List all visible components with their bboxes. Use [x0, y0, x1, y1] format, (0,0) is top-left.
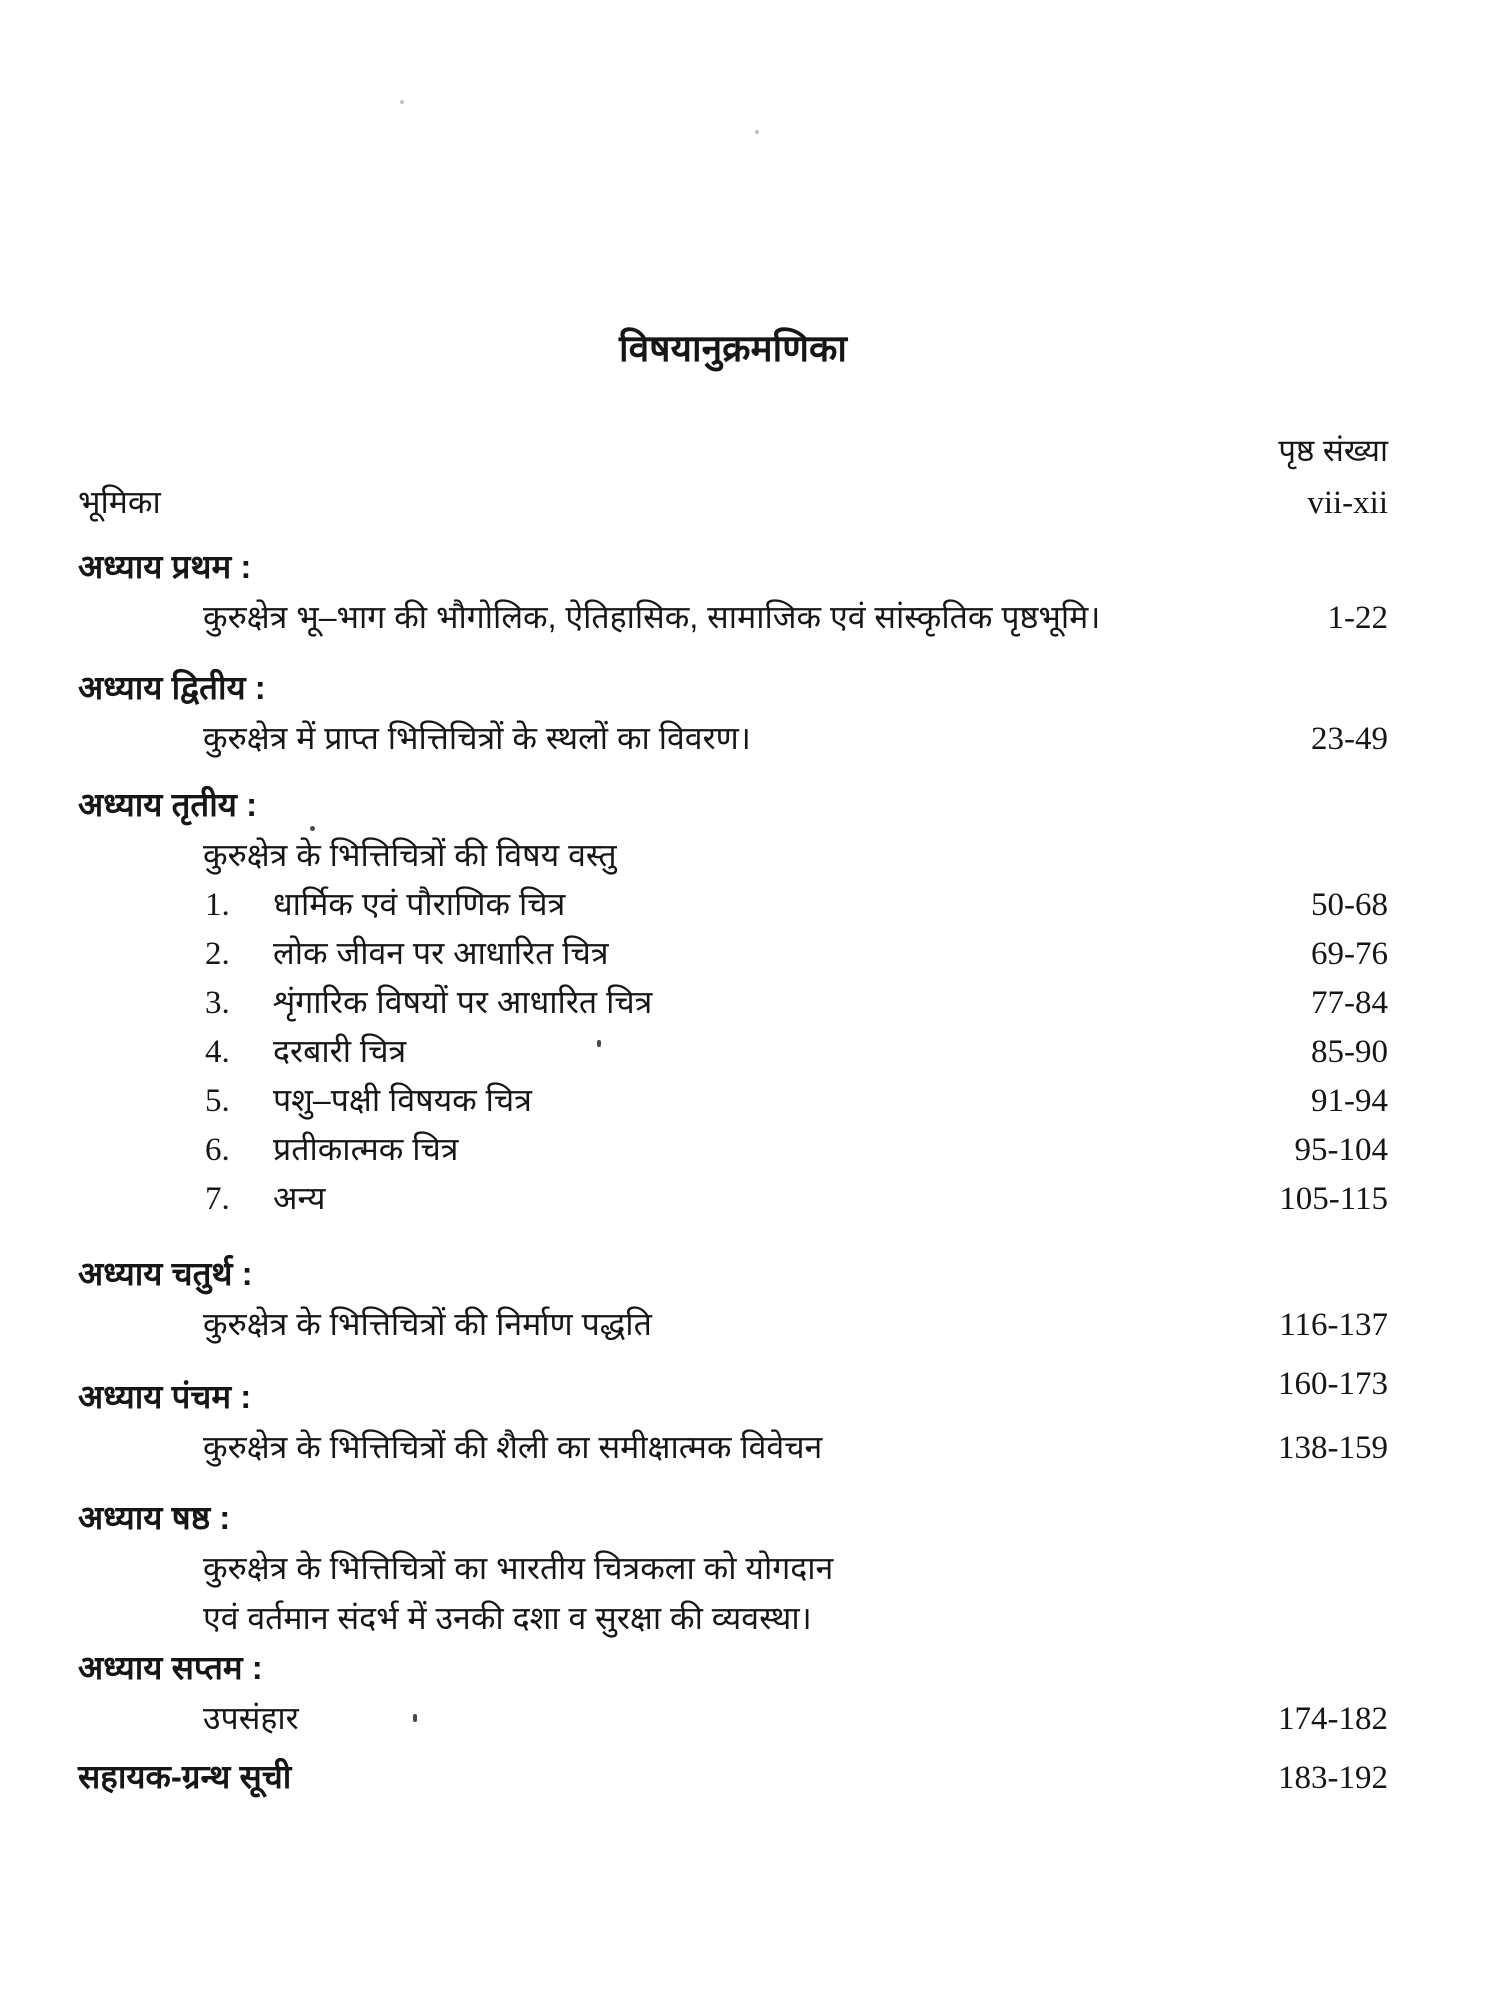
chapter-7-heading: अध्याय सप्तम :	[78, 1649, 263, 1686]
chapter-6-heading: अध्याय षष्ठ :	[78, 1499, 231, 1536]
chapter-5-pages: 138-159	[1278, 1430, 1388, 1466]
chapter-section-7	[78, 1643, 1388, 1744]
list-item-pages: 69-76	[1311, 936, 1388, 972]
chapter-section-3	[78, 780, 1388, 1223]
chapter-7-description: उपसंहार	[203, 1700, 299, 1736]
list-item-number: 4.	[205, 1034, 230, 1070]
list-item	[78, 1027, 1388, 1076]
list-item-pages: 91-94	[1311, 1083, 1388, 1119]
list-item-label: शृंगारिक विषयों पर आधारित चित्र	[273, 984, 653, 1020]
bibliography-label: सहायक-ग्रन्थ सूची	[78, 1758, 292, 1795]
toc-content	[78, 429, 1388, 1803]
chapter-4-description-row	[78, 1299, 1388, 1350]
chapter-5-heading-row	[78, 1366, 1388, 1422]
list-item-number: 6.	[205, 1132, 230, 1168]
list-item-pages: 50-68	[1311, 887, 1388, 923]
chapter-section-1	[78, 542, 1388, 643]
chapter-5-description-row	[78, 1422, 1388, 1473]
list-item-pages: 85-90	[1311, 1034, 1388, 1070]
chapter-3-heading: अध्याय तृतीय :	[78, 786, 258, 823]
chapter-1-heading: अध्याय प्रथम :	[78, 548, 252, 585]
chapter-5-heading: अध्याय पंचम :	[78, 1378, 252, 1415]
chapter-4-description: कुरुक्षेत्र के भित्तिचित्रों की निर्माण पद्धति	[203, 1306, 652, 1342]
chapter-7-description-row	[78, 1693, 1388, 1744]
list-item-label: प्रतीकात्मक चित्र	[273, 1131, 459, 1167]
chapter-section-2	[78, 663, 1388, 764]
chapter-1-description: कुरुक्षेत्र भू–भाग की भौगोलिक, ऐतिहासिक, सामाजिक एवं सांस्कृतिक पृष्ठभूमि।	[203, 599, 1101, 635]
list-item-label: धार्मिक एवं पौराणिक चित्र	[273, 886, 566, 922]
chapter-1-description-row	[78, 592, 1388, 643]
chapter-6-description-line-1: कुरुक्षेत्र के भित्तिचित्रों का भारतीय चित्रकला को योगदान	[203, 1550, 834, 1586]
chapter-4-heading: अध्याय चतुर्थ :	[78, 1255, 253, 1292]
list-item-number: 3.	[205, 985, 230, 1021]
list-item-number: 7.	[205, 1181, 230, 1217]
scan-speck	[597, 1040, 601, 1047]
chapter-1-pages: 1-22	[1327, 600, 1388, 636]
chapter-2-pages: 23-49	[1311, 721, 1388, 757]
scan-speck	[400, 100, 404, 104]
list-item-pages: 77-84	[1311, 985, 1388, 1021]
chapter-2-description-row	[78, 713, 1388, 764]
list-item-label: दरबारी चित्र	[273, 1033, 407, 1069]
chapter-2-description: कुरुक्षेत्र में प्राप्त भित्तिचित्रों के स्थलों का विवरण।	[203, 720, 751, 756]
page-number-column-header: पृष्ठ संख्या	[1278, 433, 1388, 468]
chapter-7-pages: 174-182	[1278, 1701, 1388, 1737]
preface-label: भूमिका	[78, 484, 161, 520]
scan-speck	[755, 130, 759, 134]
bibliography-row	[78, 1752, 1388, 1803]
chapter-5-description: कुरुक्षेत्र के भित्तिचित्रों की शैली का समीक्षात्मक विवेचन	[203, 1429, 823, 1465]
preface-row	[78, 477, 1388, 528]
list-item-number: 2.	[205, 936, 230, 972]
list-item	[78, 1174, 1388, 1223]
chapter-6-description-line-2: एवं वर्तमान संदर्भ में उनकी दशा व सुरक्षा की व्यवस्था।	[203, 1600, 812, 1636]
chapter-2-heading: अध्याय द्वितीय :	[78, 669, 266, 706]
list-item-label: पशु–पक्षी विषयक चित्र	[273, 1082, 532, 1118]
preface-pages: vii-xii	[1307, 485, 1388, 521]
list-item-number: 5.	[205, 1083, 230, 1119]
list-item	[78, 929, 1388, 978]
chapter-3-description: कुरुक्षेत्र के भित्तिचित्रों की विषय वस्तु	[203, 837, 617, 873]
chapter-section-5	[78, 1366, 1388, 1473]
chapter-5-heading-pages: 160-173	[1278, 1366, 1388, 1402]
list-item	[78, 880, 1388, 929]
bibliography-pages: 183-192	[1278, 1760, 1388, 1796]
page-title: विषयानुक्रमणिका	[619, 328, 847, 369]
chapter-section-6	[78, 1493, 1388, 1643]
chapter-4-pages: 116-137	[1279, 1307, 1388, 1343]
list-item-label: अन्य	[273, 1180, 326, 1216]
scan-speck	[413, 1714, 417, 1722]
list-item	[78, 978, 1388, 1027]
scan-speck	[310, 826, 315, 831]
list-item	[78, 1076, 1388, 1125]
list-item-pages: 95-104	[1294, 1132, 1388, 1168]
chapter-section-4	[78, 1249, 1388, 1350]
list-item-label: लोक जीवन पर आधारित चित्र	[273, 935, 609, 971]
list-item-number: 1.	[205, 887, 230, 923]
list-item	[78, 1125, 1388, 1174]
list-item-pages: 105-115	[1279, 1181, 1388, 1217]
